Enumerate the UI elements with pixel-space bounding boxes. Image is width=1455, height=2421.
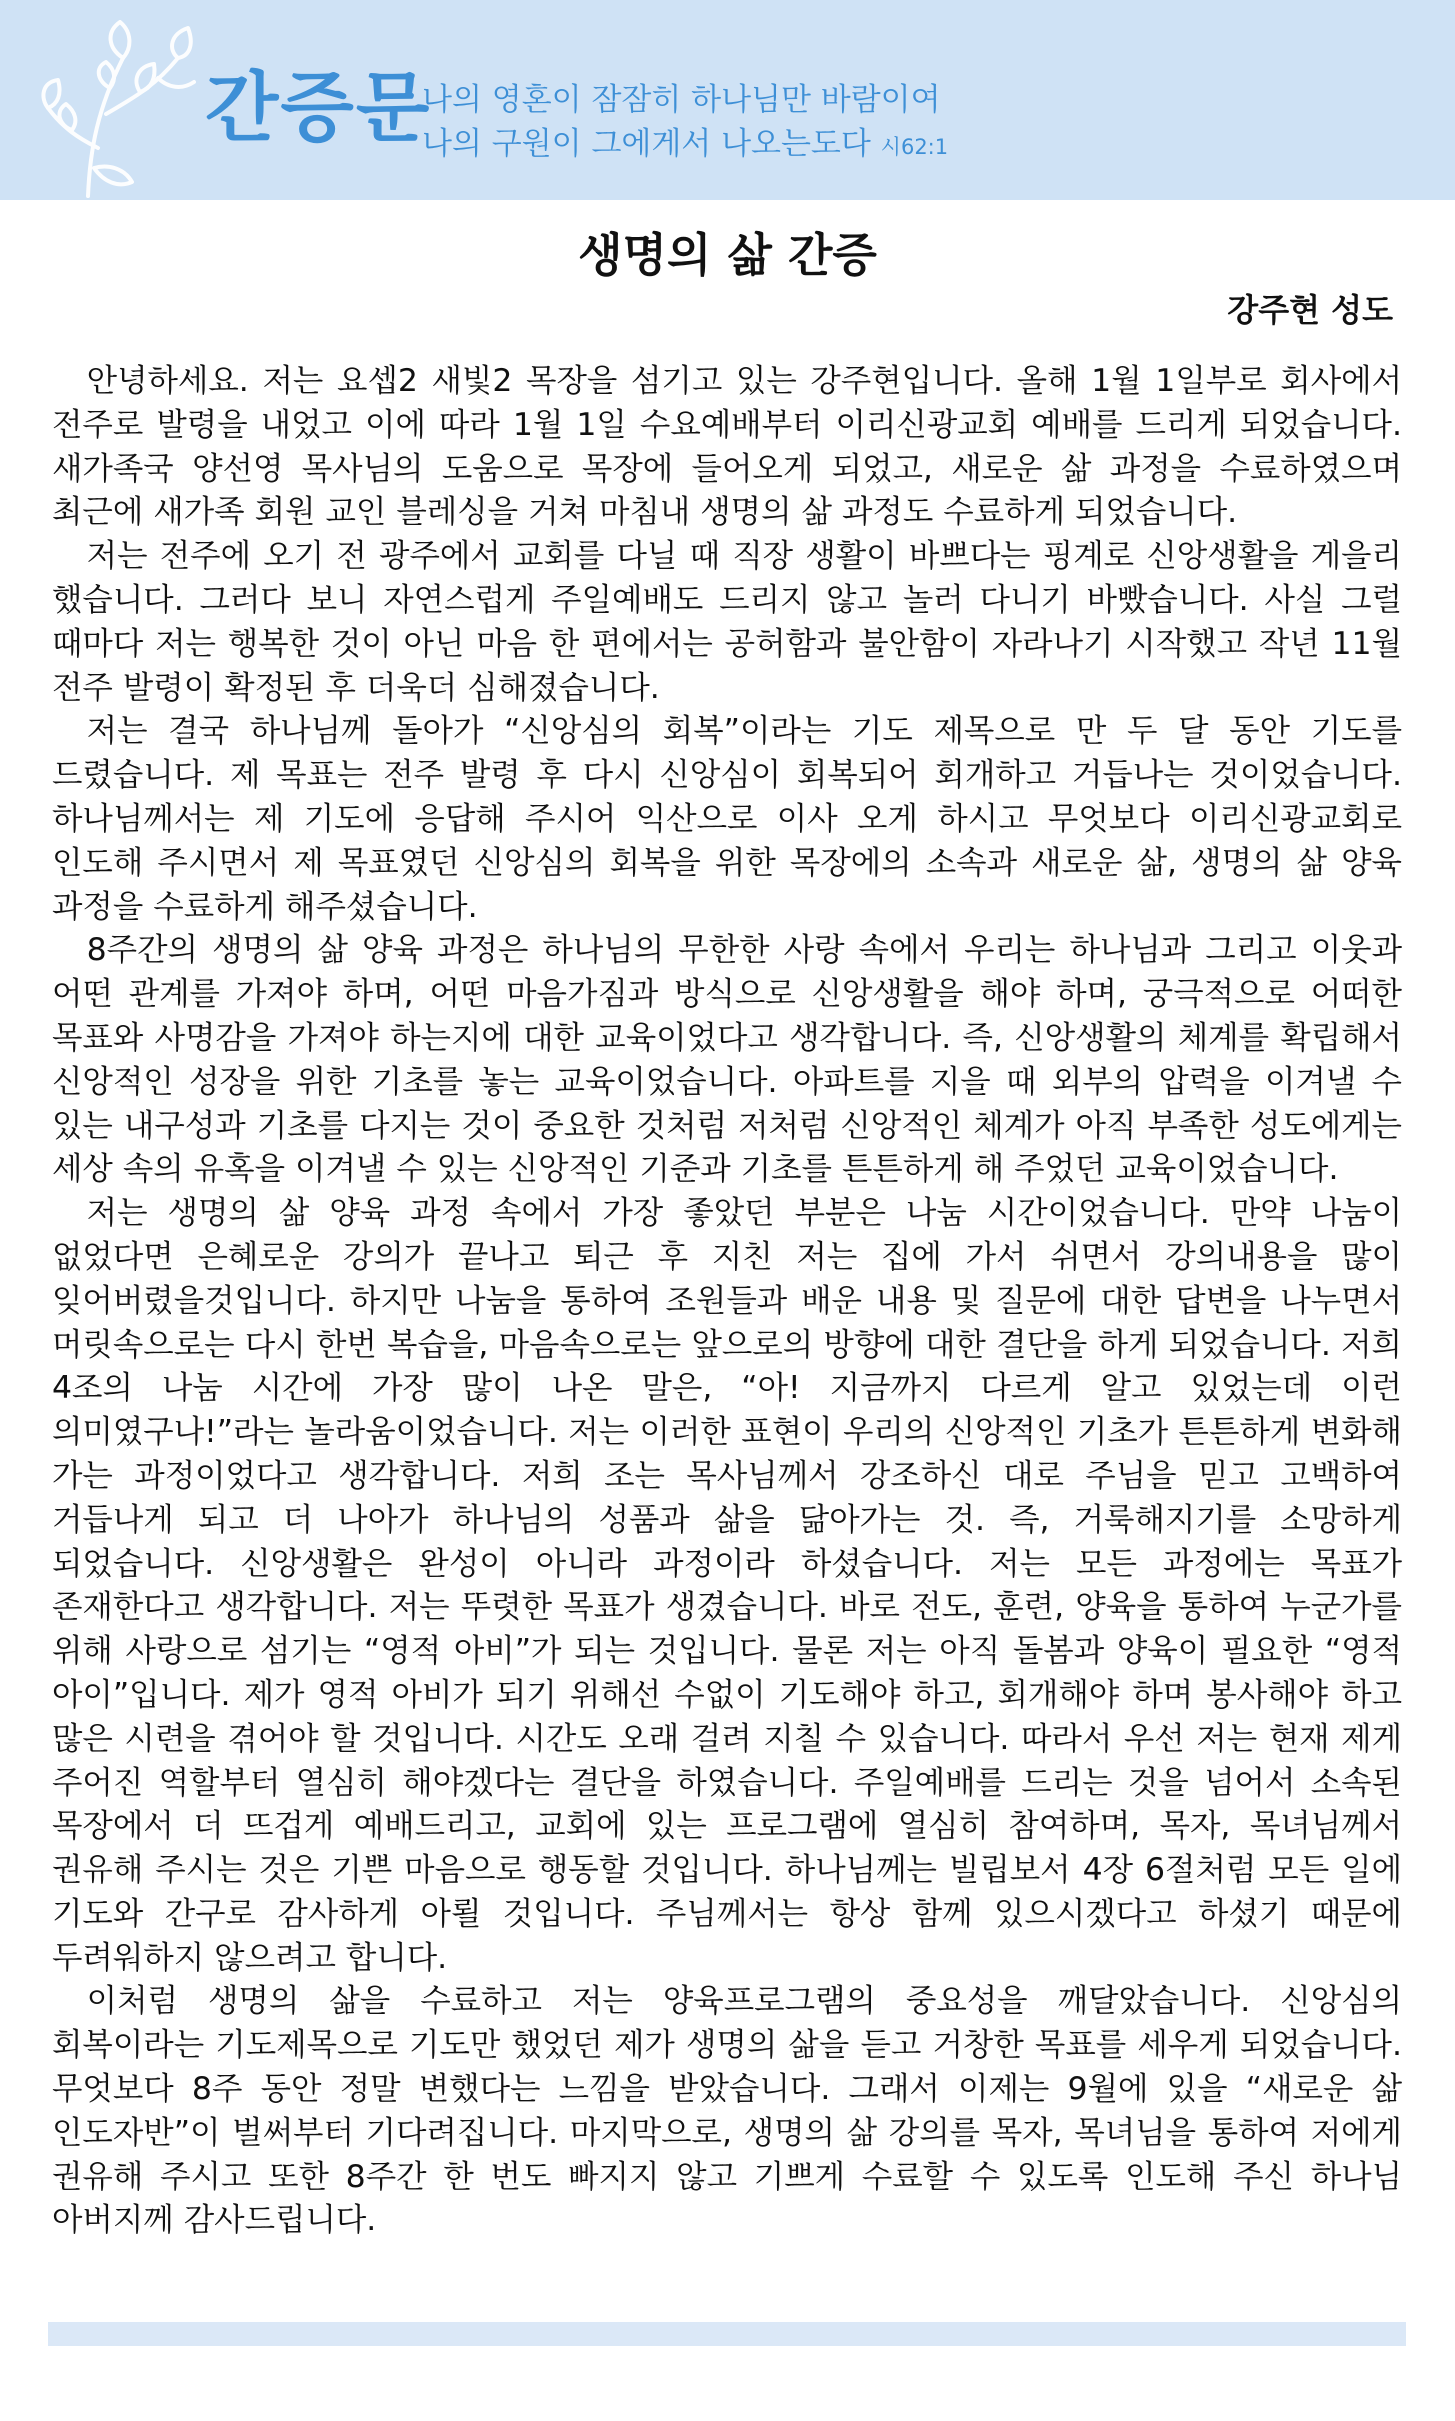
verse-line-1: 나의 영혼이 잠잠히 하나님만 바람이여	[422, 82, 941, 118]
article-author: 강주현 성도	[1227, 291, 1393, 329]
paragraph: 저는 결국 하나님께 돌아가 “신앙심의 회복”이라는 기도 제목으로 만 두 달 동안 기도를 드렸습니다. 제 목표는 전주 발령 후 다시 신앙심이 회복되어 회개하고 거듭나는 것이었습니다. 하나님께서는 제 기도에 응답해 주시어 익산으로 이사 오게 하시고 무엇보다 이리신광교회로 인도해 주시면서 제 목표였던 신앙심의 회복을 위한 목장에의 소속과 새로운 삶, 생명의 삶 양육 과정을 수료하게 해주셨습니다.	[52, 713, 1402, 925]
paragraph: 8주간의 생명의 삶 양육 과정은 하나님의 무한한 사랑 속에서 우리는 하나님과 그리고 이웃과 어떤 관계를 가져야 하며, 어떤 마음가짐과 방식으로 신앙생활을 해야 하며, 궁극적으로 어떠한 목표와 사명감을 가져야 하는지에 대한 교육이었다고 생각합니다. 즉, 신앙생활의 체계를 확립해서 신앙적인 성장을 위한 기초를 놓는 교육이었습니다. 아파트를 지을 때 외부의 압력을 이겨낼 수 있는 내구성과 기초를 다지는 것이 중요한 것처럼 저처럼 신앙적인 체계가 아직 부족한 성도에게는 세상 속의 유혹을 이겨낼 수 있는 신앙적인 기준과 기초를 튼튼하게 해 주었던 교육이었습니다.	[52, 932, 1402, 1188]
header-band	[0, 0, 1455, 200]
leaf-branch-icon	[28, 18, 198, 198]
verse-line-2	[422, 122, 948, 169]
footer-bar	[48, 2322, 1406, 2346]
paragraph: 저는 생명의 삶 양육 과정 속에서 가장 좋았던 부분은 나눔 시간이었습니다. 만약 나눔이 없었다면 은혜로운 강의가 끝나고 퇴근 후 지친 저는 집에 가서 쉬면서 강의내용을 많이 잊어버렸을것입니다. 하지만 나눔을 통하여 조원들과 배운 내용 및 질문에 대한 답변을 나누면서 머릿속으로는 다시 한번 복습을, 마음속으로는 앞으로의 방향에 대한 결단을 하게 되었습니다. 저희 4조의 나눔 시간에 가장 많이 나온 말은, “아! 지금까지 다르게 알고 있었는데 이런 의미였구나!”라는 놀라움이었습니다. 저는 이러한 표현이 우리의 신앙적인 기초가 튼튼하게 변화해 가는 과정이었다고 생각합니다. 저희 조는 목사님께서 강조하신 대로 주님을 믿고 고백하여 거듭나게 되고 더 나아가 하나님의 성품과 삶을 닮아가는 것. 즉, 거룩해지기를 소망하게 되었습니다. 신앙생활은 완성이 아니라 과정이라 하셨습니다. 저는 모든 과정에는 목표가 존재한다고 생각합니다. 저는 뚜렷한 목표가 생겼습니다. 바로 전도, 훈련, 양육을 통하여 누군가를 위해 사랑으로 섬기는 “영적 아비”가 되는 것입니다. 물론 저는 아직 돌봄과 양육이 필요한 “영적 아이”입니다. 제가 영적 아비가 되기 위해선 수없이 기도해야 하고, 회개해야 하며 봉사해야 하고 많은 시련을 겪어야 할 것입니다. 시간도 오래 걸려 지칠 수 있습니다. 따라서 우선 저는 현재 제게 주어진 역할부터 열심히 해야겠다는 결단을 하였습니다. 주일예배를 드리는 것을 넘어서 소속된 목장에서 더 뜨겁게 예배드리고, 교회에 있는 프로그램에 열심히 참여하며, 목자, 목녀님께서 권유해 주시는 것은 기쁜 마음으로 행동할 것입니다. 하나님께는 빌립보서 4장 6절처럼 모든 일에 기도와 간구로 감사하게 아뢸 것입니다. 주님께서는 항상 함께 있으시겠다고 하셨기 때문에 두려워하지 않으려고 합니다.	[52, 1195, 1402, 1976]
scripture-verse	[422, 78, 948, 169]
paragraph: 저는 전주에 오기 전 광주에서 교회를 다닐 때 직장 생활이 바쁘다는 핑계로 신앙생활을 게을리 했습니다. 그러다 보니 자연스럽게 주일예배도 드리지 않고 놀러 다니기 바빴습니다. 사실 그럴 때마다 저는 행복한 것이 아닌 마음 한 편에서는 공허함과 불안함이 자라나기 시작했고 작년 11월 전주 발령이 확정된 후 더욱더 심해졌습니다.	[52, 538, 1402, 706]
paragraph: 이처럼 생명의 삶을 수료하고 저는 양육프로그램의 중요성을 깨달았습니다. 신앙심의 회복이라는 기도제목으로 기도만 했었던 제가 생명의 삶을 듣고 거창한 목표를 세우게 되었습니다. 무엇보다 8주 동안 정말 변했다는 느낌을 받았습니다. 그래서 이제는 9월에 있을 “새로운 삶 인도자반”이 벌써부터 기다려집니다. 마지막으로, 생명의 삶 강의를 목자, 목녀님을 통하여 저에게 권유해 주시고 또한 8주간 한 번도 빠지지 않고 기쁘게 수료할 수 있도록 인도해 주신 하나님 아버지께 감사드립니다.	[52, 1983, 1402, 2239]
verse-reference: 시62:1	[880, 135, 949, 159]
verse-line-2-text: 나의 구원이 그에게서 나오는도다	[422, 126, 871, 162]
article-title: 생명의 삶 간증	[578, 228, 877, 282]
badge-title: 간증문	[205, 63, 432, 152]
article-body	[52, 360, 1402, 2243]
paragraph: 안녕하세요. 저는 요셉2 새빛2 목장을 섬기고 있는 강주현입니다. 올해 1월 1일부로 회사에서 전주로 발령을 내었고 이에 따라 1월 1일 수요예배부터 이리신광교회 예배를 드리게 되었습니다. 새가족국 양선영 목사님의 도움으로 목장에 들어오게 되었고, 새로운 삶 과정을 수료하였으며 최근에 새가족 회원 교인 블레싱을 거쳐 마침내 생명의 삶 과정도 수료하게 되었습니다.	[52, 363, 1402, 531]
